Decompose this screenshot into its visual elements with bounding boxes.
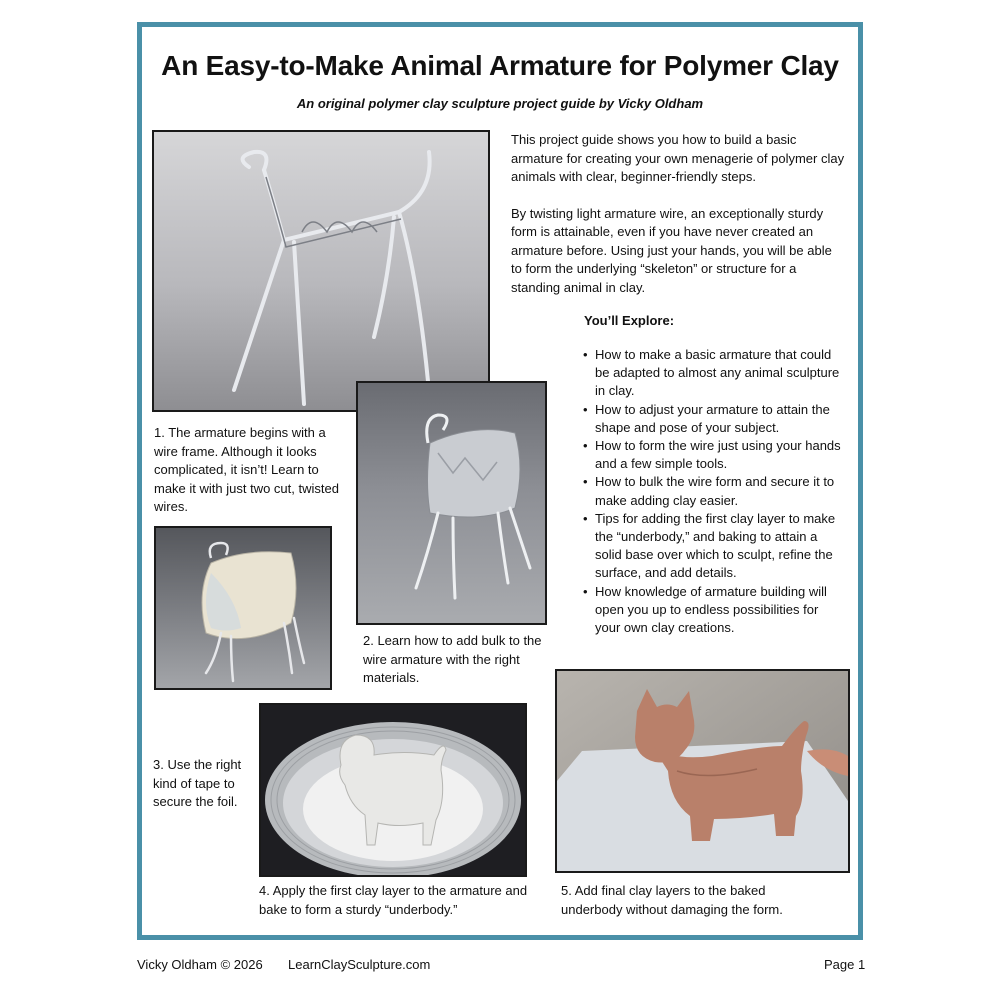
caption-step-2: 2. Learn how to add bulk to the wire armature with the right materials. (363, 633, 542, 685)
footer-author: Vicky Oldham © 2026 (137, 957, 263, 972)
intro-text (511, 131, 846, 315)
footer-site-link[interactable]: LearnClaySculpture.com (288, 957, 431, 972)
footer-page-number: Page 1 (824, 957, 866, 972)
caption-step-1: 1. The armature begins with a wire frame. Although it looks complicated, it isn’t! Learn to make it with just two cut, twisted wires. (154, 425, 339, 514)
photo-wire-armature (152, 130, 490, 412)
list-item: • How knowledge of armature building will open you up to endless possibilities for your own clay creations. (583, 583, 845, 638)
photo-final-clay-dog (555, 669, 850, 873)
photo-foil-armature (356, 381, 547, 625)
caption-step-3: 3. Use the right kind of tape to secure the foil. (153, 757, 242, 809)
list-item: • How to adjust your armature to attain the shape and pose of your subject. (583, 401, 845, 437)
photo-taped-armature (154, 526, 332, 690)
page-subtitle: An original polymer clay sculpture project guide by Vicky Oldham (296, 96, 704, 111)
caption-step-5: 5. Add final clay layers to the baked underbody without damaging the form. (561, 883, 783, 917)
intro-paragraph-2: By twisting light armature wire, an exceptionally sturdy form is attainable, even if you have never created an armature before. Using just your hands, you will be able to form the underlying “skeleton” or structure for a standing animal in clay. (511, 205, 832, 295)
list-item: • How to form the wire just using your hands and a few simple tools. (583, 437, 845, 473)
intro-paragraph-1: This project guide shows you how to build a basic armature for creating your own menagerie of polymer clay animals with clear, beginner-friendly steps. (511, 132, 845, 184)
explore-heading: You’ll Explore: (584, 313, 675, 328)
list-item: • How to bulk the wire form and secure it to make adding clay easier. (583, 473, 845, 509)
list-item: • Tips for adding the first clay layer to make the “underbody,” and baking to attain a solid base over which to sculpt, refine the surface, and add details. (583, 510, 845, 583)
page-title: An Easy-to-Make Animal Armature for Polymer Clay (161, 50, 839, 81)
photo-clay-underbody (259, 703, 527, 877)
caption-step-4: 4. Apply the first clay layer to the armature and bake to form a sturdy “underbody.” (259, 883, 528, 917)
list-item: • How to make a basic armature that could be adapted to almost any animal sculpture in clay. (583, 346, 845, 401)
explore-list (583, 346, 845, 637)
